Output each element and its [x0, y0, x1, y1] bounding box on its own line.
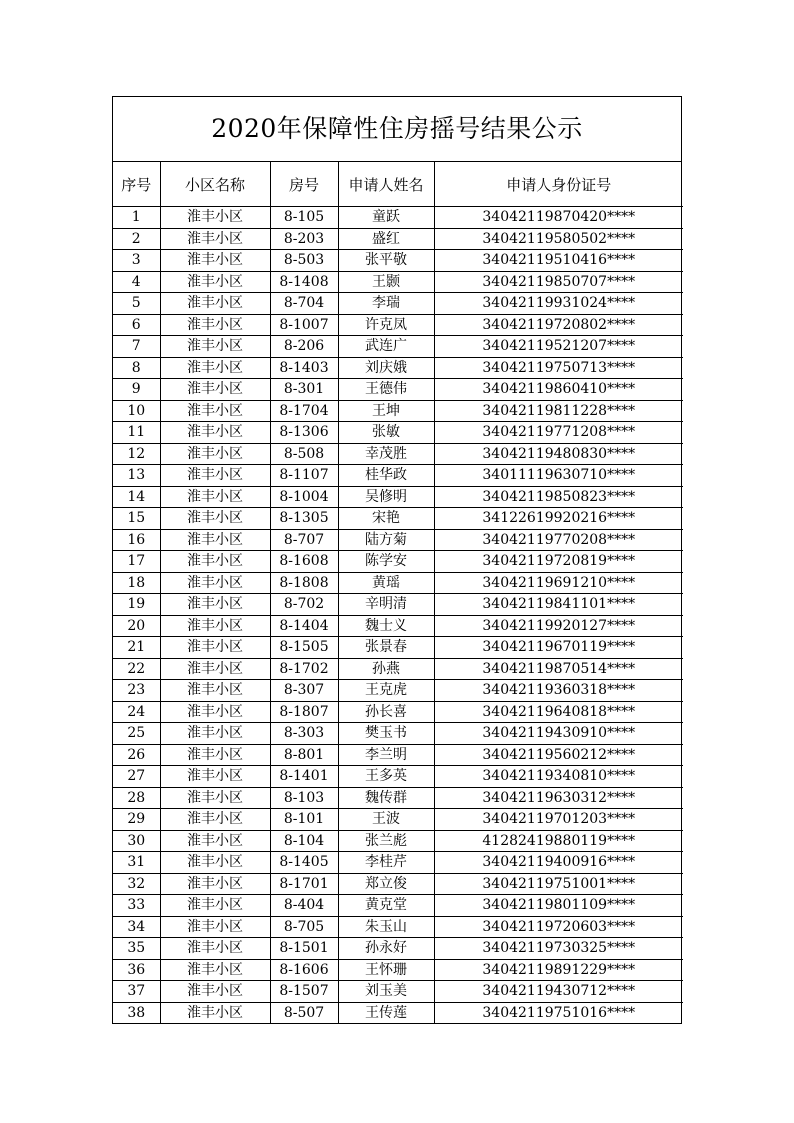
- cell-applicant-name: 许克凤: [338, 314, 434, 336]
- cell-room: 8-1704: [270, 400, 338, 422]
- cell-applicant-id: 34042119870420****: [434, 207, 683, 229]
- cell-community: 淮丰小区: [160, 981, 270, 1003]
- cell-seq: 32: [113, 873, 160, 895]
- cell-applicant-name: 刘玉美: [338, 981, 434, 1003]
- table-row: [113, 228, 683, 250]
- cell-applicant-id: 34042119400916****: [434, 852, 683, 874]
- cell-applicant-name: 魏士义: [338, 615, 434, 637]
- cell-applicant-name: 王坤: [338, 400, 434, 422]
- cell-applicant-id: 34042119771208****: [434, 422, 683, 444]
- cell-community: 淮丰小区: [160, 809, 270, 831]
- cell-community: 淮丰小区: [160, 658, 270, 680]
- cell-community: 淮丰小区: [160, 572, 270, 594]
- table-row: [113, 379, 683, 401]
- cell-seq: 5: [113, 293, 160, 315]
- cell-community: 淮丰小区: [160, 959, 270, 981]
- table-body: [113, 207, 683, 1024]
- cell-room: 8-303: [270, 723, 338, 745]
- lottery-result-sheet: [112, 96, 682, 1024]
- cell-community: 淮丰小区: [160, 228, 270, 250]
- cell-applicant-name: 樊玉书: [338, 723, 434, 745]
- cell-seq: 2: [113, 228, 160, 250]
- cell-room: 8-104: [270, 830, 338, 852]
- cell-seq: 25: [113, 723, 160, 745]
- cell-applicant-name: 孙长喜: [338, 701, 434, 723]
- cell-room: 8-508: [270, 443, 338, 465]
- cell-community: 淮丰小区: [160, 551, 270, 573]
- cell-seq: 30: [113, 830, 160, 852]
- cell-room: 8-1404: [270, 615, 338, 637]
- cell-community: 淮丰小区: [160, 379, 270, 401]
- cell-applicant-id: 34042119340810****: [434, 766, 683, 788]
- cell-applicant-id: 34042119670119****: [434, 637, 683, 659]
- cell-applicant-name: 吴修明: [338, 486, 434, 508]
- cell-community: 淮丰小区: [160, 637, 270, 659]
- cell-seq: 3: [113, 250, 160, 272]
- cell-seq: 19: [113, 594, 160, 616]
- cell-community: 淮丰小区: [160, 680, 270, 702]
- cell-applicant-id: 34042119801109****: [434, 895, 683, 917]
- table-row: [113, 916, 683, 938]
- cell-applicant-id: 34042119580502****: [434, 228, 683, 250]
- cell-applicant-id: 34042119720802****: [434, 314, 683, 336]
- cell-community: 淮丰小区: [160, 594, 270, 616]
- cell-applicant-name: 幸茂胜: [338, 443, 434, 465]
- cell-community: 淮丰小区: [160, 873, 270, 895]
- table-row: [113, 637, 683, 659]
- cell-applicant-id: 34042119521207****: [434, 336, 683, 358]
- table-row: [113, 981, 683, 1003]
- cell-applicant-name: 张平敬: [338, 250, 434, 272]
- cell-applicant-name: 张景春: [338, 637, 434, 659]
- cell-room: 8-1007: [270, 314, 338, 336]
- cell-room: 8-1004: [270, 486, 338, 508]
- cell-room: 8-1401: [270, 766, 338, 788]
- cell-applicant-id: 34042119430712****: [434, 981, 683, 1003]
- cell-community: 淮丰小区: [160, 314, 270, 336]
- cell-applicant-name: 王波: [338, 809, 434, 831]
- cell-applicant-name: 朱玉山: [338, 916, 434, 938]
- cell-room: 8-103: [270, 787, 338, 809]
- cell-room: 8-1608: [270, 551, 338, 573]
- cell-seq: 31: [113, 852, 160, 874]
- cell-applicant-id: 34042119640818****: [434, 701, 683, 723]
- cell-applicant-name: 陆方菊: [338, 529, 434, 551]
- cell-applicant-id: 34042119720819****: [434, 551, 683, 573]
- cell-room: 8-704: [270, 293, 338, 315]
- header-applicant-id: 申请人身份证号: [434, 162, 683, 207]
- cell-room: 8-1606: [270, 959, 338, 981]
- cell-applicant-id: 34042119811228****: [434, 400, 683, 422]
- cell-seq: 14: [113, 486, 160, 508]
- cell-room: 8-1405: [270, 852, 338, 874]
- table-row: [113, 400, 683, 422]
- cell-seq: 9: [113, 379, 160, 401]
- table-row: [113, 336, 683, 358]
- header-seq: 序号: [113, 162, 160, 207]
- table-row: [113, 787, 683, 809]
- table-row: [113, 422, 683, 444]
- cell-community: 淮丰小区: [160, 336, 270, 358]
- cell-applicant-name: 李瑞: [338, 293, 434, 315]
- cell-applicant-name: 黄克堂: [338, 895, 434, 917]
- cell-room: 8-1807: [270, 701, 338, 723]
- cell-applicant-name: 武连广: [338, 336, 434, 358]
- cell-applicant-name: 孙燕: [338, 658, 434, 680]
- cell-applicant-id: 34042119720603****: [434, 916, 683, 938]
- cell-community: 淮丰小区: [160, 701, 270, 723]
- table-row: [113, 895, 683, 917]
- table-row: [113, 594, 683, 616]
- cell-applicant-id: 34042119691210****: [434, 572, 683, 594]
- cell-applicant-id: 34042119751016****: [482, 1004, 636, 1021]
- cell-room: 8-301: [270, 379, 338, 401]
- cell-room: 8-507: [270, 1002, 338, 1023]
- cell-seq: 11: [113, 422, 160, 444]
- table-row: [113, 293, 683, 315]
- cell-room: 8-1702: [270, 658, 338, 680]
- table-row: [113, 873, 683, 895]
- table-row: [113, 701, 683, 723]
- cell-room: 8-702: [270, 594, 338, 616]
- cell-community: 淮丰小区: [160, 916, 270, 938]
- cell-seq: 12: [113, 443, 160, 465]
- cell-community: 淮丰小区: [160, 207, 270, 229]
- cell-room: 8-801: [270, 744, 338, 766]
- table-row: [113, 809, 683, 831]
- cell-community: 淮丰小区: [160, 508, 270, 530]
- cell-room: 8-307: [270, 680, 338, 702]
- cell-applicant-name: 黄瑶: [338, 572, 434, 594]
- cell-seq: 37: [113, 981, 160, 1003]
- cell-community: 淮丰小区: [160, 723, 270, 745]
- table-row: [113, 486, 683, 508]
- cell-room: 8-203: [270, 228, 338, 250]
- table-row: [113, 250, 683, 272]
- cell-community: 淮丰小区: [160, 787, 270, 809]
- cell-seq: 29: [113, 809, 160, 831]
- cell-seq: 34: [113, 916, 160, 938]
- table-row: [113, 938, 683, 960]
- cell-seq: 35: [113, 938, 160, 960]
- cell-applicant-id: 34042119770208****: [434, 529, 683, 551]
- cell-applicant-name: 宋艳: [338, 508, 434, 530]
- cell-applicant-id: 34042119630312****: [434, 787, 683, 809]
- cell-community: 淮丰小区: [160, 895, 270, 917]
- cell-community: 淮丰小区: [160, 293, 270, 315]
- cell-applicant-name: 王颢: [338, 271, 434, 293]
- cell-applicant-name: 张敏: [338, 422, 434, 444]
- cell-applicant-name: 张兰彪: [338, 830, 434, 852]
- cell-applicant-name: 孙永好: [338, 938, 434, 960]
- cell-applicant-name: 李兰明: [338, 744, 434, 766]
- cell-community: 淮丰小区: [160, 465, 270, 487]
- table-row: [113, 1002, 683, 1023]
- cell-seq: 10: [113, 400, 160, 422]
- cell-seq: 22: [113, 658, 160, 680]
- cell-applicant-id: 41282419880119****: [434, 830, 683, 852]
- cell-community: 淮丰小区: [160, 250, 270, 272]
- cell-seq: 1: [113, 207, 160, 229]
- cell-seq: 13: [113, 465, 160, 487]
- cell-seq: 26: [113, 744, 160, 766]
- cell-room: 8-707: [270, 529, 338, 551]
- cell-applicant-name: 王传莲: [338, 1002, 434, 1023]
- cell-seq: 8: [113, 357, 160, 379]
- table-row: [113, 852, 683, 874]
- cell-room: 8-1306: [270, 422, 338, 444]
- cell-room: 8-1808: [270, 572, 338, 594]
- cell-room: 8-404: [270, 895, 338, 917]
- header-applicant-name: 申请人姓名: [338, 162, 434, 207]
- cell-room: 8-1107: [270, 465, 338, 487]
- cell-applicant-id: 34122619920216****: [434, 508, 683, 530]
- cell-applicant-id: 34042119750713****: [434, 357, 683, 379]
- cell-community: 淮丰小区: [160, 766, 270, 788]
- cell-community: 淮丰小区: [160, 938, 270, 960]
- header-room: 房号: [270, 162, 338, 207]
- cell-seq: 33: [113, 895, 160, 917]
- cell-applicant-id: 34042119931024****: [434, 293, 683, 315]
- cell-seq: 17: [113, 551, 160, 573]
- cell-applicant-name: 魏传群: [338, 787, 434, 809]
- table-row: [113, 551, 683, 573]
- header-community: 小区名称: [160, 162, 270, 207]
- table-row: [113, 271, 683, 293]
- table-row: [113, 830, 683, 852]
- cell-applicant-id: 34042119560212****: [434, 744, 683, 766]
- cell-seq: 6: [113, 314, 160, 336]
- cell-community: 淮丰小区: [160, 529, 270, 551]
- table-row: [113, 658, 683, 680]
- table-row: [113, 357, 683, 379]
- cell-applicant-id: 34042119510416****: [434, 250, 683, 272]
- cell-seq: 21: [113, 637, 160, 659]
- cell-seq: 24: [113, 701, 160, 723]
- cell-applicant-id: 34042119870514****: [434, 658, 683, 680]
- cell-applicant-name: 王多英: [338, 766, 434, 788]
- cell-applicant-id: 34042119730325****: [434, 938, 683, 960]
- cell-seq: 38: [113, 1002, 160, 1023]
- table-row: [113, 443, 683, 465]
- cell-community: 淮丰小区: [160, 830, 270, 852]
- cell-applicant-id: 34042119480830****: [434, 443, 683, 465]
- cell-seq: 18: [113, 572, 160, 594]
- cell-seq: 36: [113, 959, 160, 981]
- results-table: [113, 162, 683, 1023]
- cell-applicant-name: 王怀珊: [338, 959, 434, 981]
- cell-room: 8-105: [270, 207, 338, 229]
- cell-seq: 27: [113, 766, 160, 788]
- cell-community: 淮丰小区: [160, 852, 270, 874]
- cell-seq: 20: [113, 615, 160, 637]
- cell-room: 8-206: [270, 336, 338, 358]
- table-row: [113, 959, 683, 981]
- table-row: [113, 529, 683, 551]
- cell-applicant-name: 陈学安: [338, 551, 434, 573]
- page-title: 2020年保障性住房摇号结果公示: [113, 97, 681, 162]
- cell-room: 8-1505: [270, 637, 338, 659]
- cell-applicant-name: 桂华政: [338, 465, 434, 487]
- table-row: [113, 572, 683, 594]
- table-row: [113, 766, 683, 788]
- cell-applicant-id: 34042119841101****: [434, 594, 683, 616]
- cell-applicant-id: 34042119360318****: [434, 680, 683, 702]
- cell-applicant-name: 王德伟: [338, 379, 434, 401]
- cell-applicant-id: 34042119860410****: [434, 379, 683, 401]
- cell-room: 8-1501: [270, 938, 338, 960]
- table-row: [113, 744, 683, 766]
- cell-community: 淮丰小区: [160, 744, 270, 766]
- table-row: [113, 314, 683, 336]
- cell-community: 淮丰小区: [160, 443, 270, 465]
- cell-community: 淮丰小区: [160, 615, 270, 637]
- cell-applicant-name: 刘庆娥: [338, 357, 434, 379]
- cell-seq: 4: [113, 271, 160, 293]
- cell-applicant-name: 郑立俊: [338, 873, 434, 895]
- cell-community: 淮丰小区: [160, 400, 270, 422]
- cell-applicant-id: 34042119850823****: [434, 486, 683, 508]
- cell-room: 8-1408: [270, 271, 338, 293]
- cell-community: 淮丰小区: [160, 357, 270, 379]
- cell-room: 8-1305: [270, 508, 338, 530]
- cell-seq: 28: [113, 787, 160, 809]
- cell-seq: 15: [113, 508, 160, 530]
- cell-applicant-id: 34042119701203****: [434, 809, 683, 831]
- table-header-row: [113, 162, 683, 207]
- cell-applicant-id: 34042119850707****: [434, 271, 683, 293]
- cell-applicant-id: 34042119751001****: [434, 873, 683, 895]
- cell-room: 8-1507: [270, 981, 338, 1003]
- cell-room: 8-1403: [270, 357, 338, 379]
- table-row: [113, 615, 683, 637]
- cell-applicant-name: 王克虎: [338, 680, 434, 702]
- cell-room: 8-1701: [270, 873, 338, 895]
- cell-applicant-name: 辛明清: [338, 594, 434, 616]
- cell-community: 淮丰小区: [160, 486, 270, 508]
- cell-applicant-name: 盛红: [338, 228, 434, 250]
- table-row: [113, 207, 683, 229]
- cell-seq: 16: [113, 529, 160, 551]
- cell-room: 8-101: [270, 809, 338, 831]
- cell-community: 淮丰小区: [160, 271, 270, 293]
- table-row: [113, 680, 683, 702]
- cell-community: 淮丰小区: [160, 422, 270, 444]
- table-row: [113, 723, 683, 745]
- cell-applicant-name: 童跃: [338, 207, 434, 229]
- cell-room: 8-705: [270, 916, 338, 938]
- cell-applicant-id: 34011119630710****: [434, 465, 683, 487]
- cell-community: 淮丰小区: [160, 1002, 270, 1023]
- table-row: [113, 508, 683, 530]
- cell-applicant-id: 34042119920127****: [434, 615, 683, 637]
- cell-applicant-id: 34042119430910****: [434, 723, 683, 745]
- cell-seq: 7: [113, 336, 160, 358]
- cell-applicant-name: 李桂芹: [338, 852, 434, 874]
- cell-room: 8-503: [270, 250, 338, 272]
- cell-seq: 23: [113, 680, 160, 702]
- cell-applicant-id: 34042119891229****: [434, 959, 683, 981]
- table-row: [113, 465, 683, 487]
